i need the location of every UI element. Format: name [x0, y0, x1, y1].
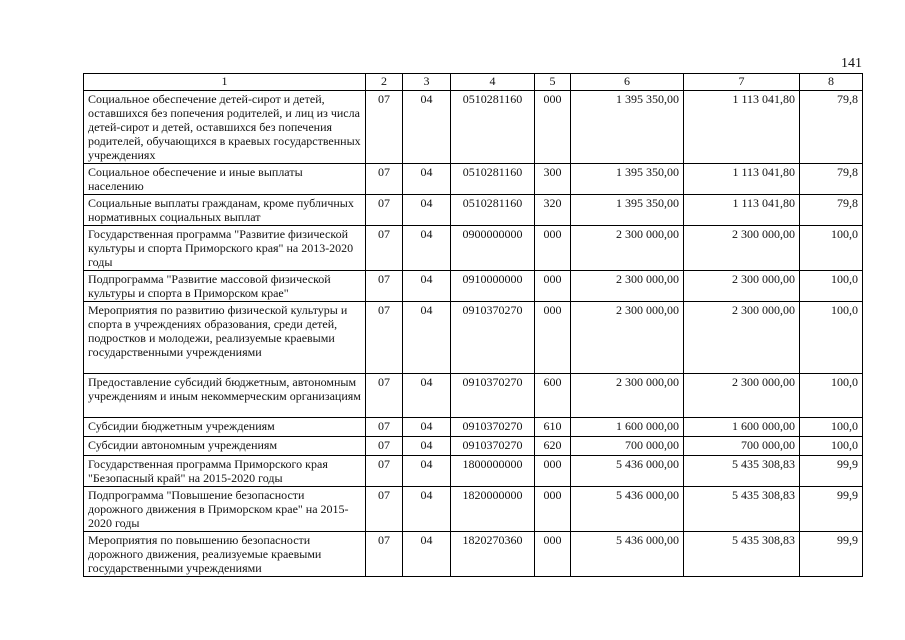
execution-percent: 100,0 [800, 302, 863, 374]
expense-type-code: 000 [535, 91, 571, 164]
expense-type-code: 000 [535, 456, 571, 487]
target-article-code: 0900000000 [451, 226, 535, 271]
executed-amount: 2 300 000,00 [684, 302, 800, 374]
subsection-code: 04 [403, 487, 451, 532]
executed-amount: 5 435 308,83 [684, 456, 800, 487]
column-header: 3 [403, 74, 451, 91]
table-row [84, 418, 863, 437]
executed-amount: 1 113 041,80 [684, 91, 800, 164]
planned-amount: 700 000,00 [571, 437, 684, 456]
expense-type-code: 610 [535, 418, 571, 437]
planned-amount: 1 395 350,00 [571, 91, 684, 164]
execution-percent: 100,0 [800, 418, 863, 437]
executed-amount: 2 300 000,00 [684, 271, 800, 302]
target-article-code: 0510281160 [451, 195, 535, 226]
column-header: 6 [571, 74, 684, 91]
table-row [84, 532, 863, 577]
planned-amount: 1 600 000,00 [571, 418, 684, 437]
executed-amount: 2 300 000,00 [684, 226, 800, 271]
section-code: 07 [366, 374, 403, 418]
planned-amount: 2 300 000,00 [571, 271, 684, 302]
target-article-code: 0910370270 [451, 437, 535, 456]
execution-percent: 79,8 [800, 91, 863, 164]
subsection-code: 04 [403, 195, 451, 226]
execution-percent: 99,9 [800, 487, 863, 532]
section-code: 07 [366, 226, 403, 271]
subsection-code: 04 [403, 226, 451, 271]
expense-type-code: 300 [535, 164, 571, 195]
section-code: 07 [366, 487, 403, 532]
planned-amount: 5 436 000,00 [571, 487, 684, 532]
expense-type-code: 000 [535, 226, 571, 271]
target-article-code: 0910000000 [451, 271, 535, 302]
table-row [84, 164, 863, 195]
target-article-code: 0910370270 [451, 302, 535, 374]
executed-amount: 1 113 041,80 [684, 164, 800, 195]
expense-name: Государственная программа "Развитие физической культуры и спорта Приморского края" на 2013-2020 годы [84, 226, 366, 271]
executed-amount: 1 600 000,00 [684, 418, 800, 437]
page-number: 141 [841, 56, 862, 71]
column-header: 8 [800, 74, 863, 91]
expense-name: Мероприятия по развитию физической культуры и спорта в учреждениях образования, среди детей, подростков и молодежи, реализуемые краевыми государственными учреждениями [84, 302, 366, 374]
expense-type-code: 000 [535, 271, 571, 302]
subsection-code: 04 [403, 456, 451, 487]
execution-percent: 99,9 [800, 532, 863, 577]
target-article-code: 1820270360 [451, 532, 535, 577]
table-row [84, 456, 863, 487]
target-article-code: 0510281160 [451, 164, 535, 195]
expense-name: Социальные выплаты гражданам, кроме публичных нормативных социальных выплат [84, 195, 366, 226]
execution-percent: 99,9 [800, 456, 863, 487]
expense-type-code: 620 [535, 437, 571, 456]
table-row [84, 271, 863, 302]
planned-amount: 5 436 000,00 [571, 532, 684, 577]
subsection-code: 04 [403, 164, 451, 195]
column-header: 1 [84, 74, 366, 91]
subsection-code: 04 [403, 374, 451, 418]
section-code: 07 [366, 532, 403, 577]
section-code: 07 [366, 302, 403, 374]
target-article-code: 1820000000 [451, 487, 535, 532]
execution-percent: 100,0 [800, 226, 863, 271]
section-code: 07 [366, 195, 403, 226]
target-article-code: 0910370270 [451, 374, 535, 418]
executed-amount: 1 113 041,80 [684, 195, 800, 226]
expense-name: Подпрограмма "Повышение безопасности дорожного движения в Приморском крае" на 2015-2020 годы [84, 487, 366, 532]
column-header-row [84, 74, 863, 91]
subsection-code: 04 [403, 418, 451, 437]
execution-percent: 79,8 [800, 164, 863, 195]
executed-amount: 2 300 000,00 [684, 374, 800, 418]
executed-amount: 5 435 308,83 [684, 532, 800, 577]
planned-amount: 2 300 000,00 [571, 374, 684, 418]
section-code: 07 [366, 418, 403, 437]
column-header: 2 [366, 74, 403, 91]
table-row [84, 437, 863, 456]
expense-name: Государственная программа Приморского края "Безопасный край" на 2015-2020 годы [84, 456, 366, 487]
planned-amount: 2 300 000,00 [571, 302, 684, 374]
subsection-code: 04 [403, 271, 451, 302]
expense-name: Социальное обеспечение детей-сирот и детей, оставшихся без попечения родителей, и лиц из числа детей-сирот и детей, оставшихся без попечения родителей, обучающихся в краевых государственных учреждениях [84, 91, 366, 164]
subsection-code: 04 [403, 437, 451, 456]
expense-type-code: 600 [535, 374, 571, 418]
execution-percent: 100,0 [800, 437, 863, 456]
planned-amount: 5 436 000,00 [571, 456, 684, 487]
subsection-code: 04 [403, 91, 451, 164]
table-row [84, 374, 863, 418]
section-code: 07 [366, 164, 403, 195]
expense-name: Субсидии бюджетным учреждениям [84, 418, 366, 437]
subsection-code: 04 [403, 532, 451, 577]
table-row [84, 226, 863, 271]
target-article-code: 0910370270 [451, 418, 535, 437]
table-row [84, 487, 863, 532]
column-header: 5 [535, 74, 571, 91]
section-code: 07 [366, 271, 403, 302]
table-row [84, 302, 863, 374]
column-header: 4 [451, 74, 535, 91]
subsection-code: 04 [403, 302, 451, 374]
section-code: 07 [366, 437, 403, 456]
execution-percent: 79,8 [800, 195, 863, 226]
target-article-code: 1800000000 [451, 456, 535, 487]
column-header: 7 [684, 74, 800, 91]
table-row [84, 195, 863, 226]
expense-type-code: 000 [535, 532, 571, 577]
table-row [84, 91, 863, 164]
expense-name: Подпрограмма "Развитие массовой физической культуры и спорта в Приморском крае" [84, 271, 366, 302]
expense-type-code: 320 [535, 195, 571, 226]
executed-amount: 700 000,00 [684, 437, 800, 456]
expense-name: Субсидии автономным учреждениям [84, 437, 366, 456]
planned-amount: 1 395 350,00 [571, 195, 684, 226]
planned-amount: 2 300 000,00 [571, 226, 684, 271]
section-code: 07 [366, 91, 403, 164]
execution-percent: 100,0 [800, 374, 863, 418]
expense-type-code: 000 [535, 302, 571, 374]
executed-amount: 5 435 308,83 [684, 487, 800, 532]
section-code: 07 [366, 456, 403, 487]
expense-name: Социальное обеспечение и иные выплаты населению [84, 164, 366, 195]
target-article-code: 0510281160 [451, 91, 535, 164]
execution-percent: 100,0 [800, 271, 863, 302]
expense-name: Предоставление субсидий бюджетным, автономным учреждениям и иным некоммерческим организациям [84, 374, 366, 418]
budget-table [83, 73, 863, 577]
expense-type-code: 000 [535, 487, 571, 532]
expense-name: Мероприятия по повышению безопасности дорожного движения, реализуемые краевыми государственными учреждениями [84, 532, 366, 577]
planned-amount: 1 395 350,00 [571, 164, 684, 195]
